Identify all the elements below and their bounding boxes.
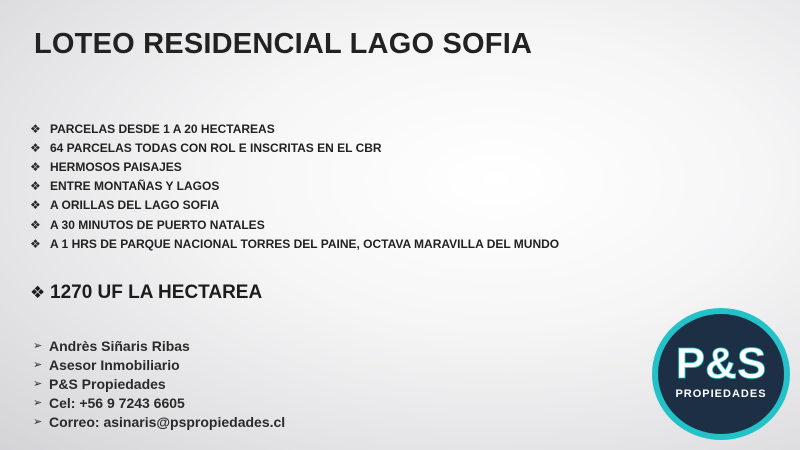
four-diamond-bullet-icon: ❖ (30, 283, 46, 302)
four-diamond-bullet-icon: ❖ (30, 159, 41, 174)
contact-item (33, 393, 285, 412)
feature-text: A ORILLAS DEL LAGO SOFIA (50, 198, 220, 213)
feature-list (30, 119, 559, 253)
arrowhead-bullet-icon: ➢ (33, 397, 43, 409)
ps-propiedades-logo (651, 307, 791, 441)
contact-company: P&S Propiedades (49, 375, 166, 392)
four-diamond-bullet-icon: ❖ (30, 236, 41, 251)
four-diamond-bullet-icon: ❖ (30, 121, 41, 136)
contact-item (33, 336, 285, 355)
contact-role: Asesor Inmobiliario (49, 356, 180, 373)
logo-mark: P&S (675, 339, 767, 388)
contact-list (33, 336, 285, 431)
arrowhead-bullet-icon: ➢ (33, 340, 43, 352)
contact-phone: Cel: +56 9 7243 6605 (49, 394, 185, 411)
contact-item (33, 374, 285, 393)
list-item (30, 215, 559, 234)
arrowhead-bullet-icon: ➢ (33, 416, 43, 428)
contact-name: Andrès Siñaris Ribas (49, 337, 190, 354)
page-title: LOTEO RESIDENCIAL LAGO SOFIA (34, 28, 533, 60)
contact-email: Correo: asinaris@pspropiedades.cl (49, 413, 286, 430)
contact-item (33, 412, 285, 431)
four-diamond-bullet-icon: ❖ (30, 140, 41, 155)
list-item (30, 177, 559, 196)
four-diamond-bullet-icon: ❖ (30, 198, 41, 213)
feature-text: A 1 HRS DE PARQUE NACIONAL TORRES DEL PAINE, OCTAVA MARAVILLA DEL MUNDO (50, 236, 560, 251)
feature-text: HERMOSOS PAISAJES (50, 159, 182, 174)
feature-text: A 30 MINUTOS DE PUERTO NATALES (50, 217, 265, 232)
feature-text: ENTRE MONTAÑAS Y LAGOS (50, 179, 220, 194)
list-item (30, 196, 559, 215)
arrowhead-bullet-icon: ➢ (33, 359, 43, 371)
four-diamond-bullet-icon: ❖ (30, 179, 41, 194)
list-item (30, 138, 559, 157)
list-item (30, 119, 559, 138)
feature-text: 64 PARCELAS TODAS CON ROL E INSCRITAS EN EL CBR (50, 140, 382, 155)
list-item (30, 234, 559, 253)
list-item (30, 157, 559, 176)
feature-text: PARCELAS DESDE 1 A 20 HECTAREAS (50, 121, 275, 136)
arrowhead-bullet-icon: ➢ (33, 378, 43, 390)
four-diamond-bullet-icon: ❖ (30, 217, 41, 232)
price-text: 1270 UF LA HECTAREA (50, 282, 263, 303)
logo-text: PROPIEDADES (675, 388, 767, 400)
contact-item (33, 355, 285, 374)
price-line (30, 282, 262, 304)
